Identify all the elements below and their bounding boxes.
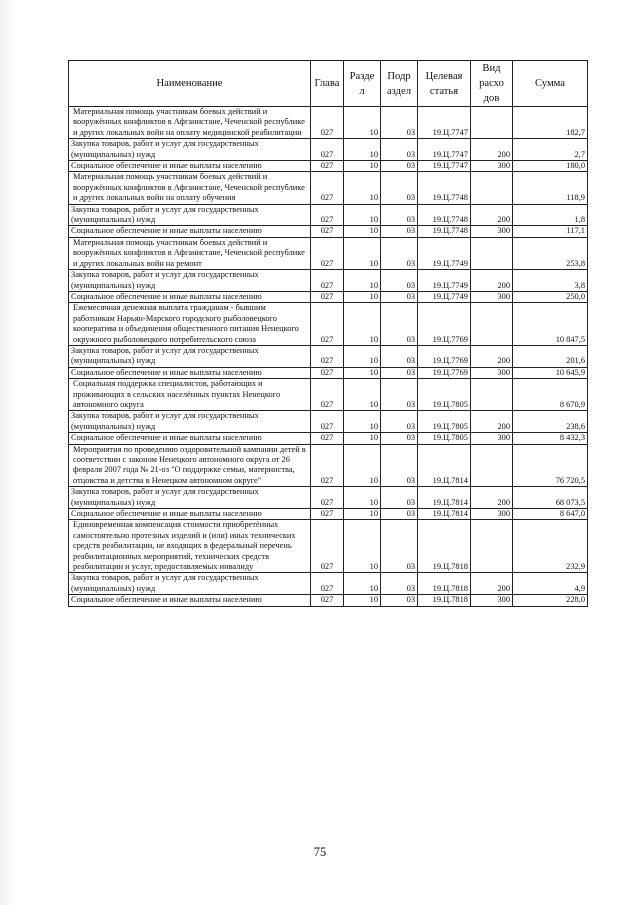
cell-razdel: 10 — [344, 444, 381, 487]
cell-razdel: 10 — [344, 509, 381, 520]
cell-podrazdel: 03 — [381, 161, 418, 172]
cell-name: Социальное обеспечение и иные выплаты населению — [69, 161, 311, 172]
cell-glava: 027 — [311, 345, 344, 367]
table-row — [69, 161, 588, 172]
cell-glava: 027 — [311, 520, 344, 573]
cell-vid-raskhodov: 300 — [471, 226, 513, 237]
header-tselevaya-statya: Целевая статья — [418, 61, 471, 107]
cell-tselevaya-statya: 19.Ц.7805 — [418, 379, 471, 411]
cell-summa: 182,7 — [513, 107, 588, 139]
cell-vid-raskhodov: 200 — [471, 345, 513, 367]
cell-glava: 027 — [311, 107, 344, 139]
cell-tselevaya-statya: 19.Ц.7748 — [418, 226, 471, 237]
cell-podrazdel: 03 — [381, 172, 418, 204]
cell-summa: 4,9 — [513, 573, 588, 595]
cell-name: Закупка товаров, работ и услуг для государственных (муниципальных) нужд — [69, 204, 311, 226]
cell-vid-raskhodov: 300 — [471, 367, 513, 378]
cell-podrazdel: 03 — [381, 226, 418, 237]
cell-vid-raskhodov — [471, 107, 513, 139]
cell-podrazdel: 03 — [381, 367, 418, 378]
cell-name: Ежемесячная денежная выплата гражданам - бывшим работникам Нарьян-Марского городского рыболовецкого кооператива и объединения общественного питания Ненецкого окружного рыболовецкого потребительского союза — [69, 303, 311, 346]
cell-tselevaya-statya: 19.Ц.7818 — [418, 520, 471, 573]
cell-podrazdel: 03 — [381, 345, 418, 367]
cell-name: Закупка товаров, работ и услуг для государственных (муниципальных) нужд — [69, 411, 311, 433]
cell-razdel: 10 — [344, 161, 381, 172]
cell-glava: 027 — [311, 303, 344, 346]
cell-razdel: 10 — [344, 303, 381, 346]
cell-vid-raskhodov: 200 — [471, 487, 513, 509]
cell-podrazdel: 03 — [381, 291, 418, 302]
cell-vid-raskhodov: 300 — [471, 291, 513, 302]
cell-vid-raskhodov: 300 — [471, 509, 513, 520]
cell-name: Материальная помощь участникам боевых действий и вооружённых конфликтов в Афганистане, Чеченской республике и других локальных войн на оплату медицинской реабилитации — [69, 107, 311, 139]
table-row — [69, 367, 588, 378]
table-row — [69, 226, 588, 237]
table-row — [69, 433, 588, 444]
cell-summa: 3,8 — [513, 270, 588, 292]
cell-glava: 027 — [311, 270, 344, 292]
table-row — [69, 444, 588, 487]
cell-tselevaya-statya: 19.Ц.7818 — [418, 595, 471, 606]
cell-vid-raskhodov: 200 — [471, 270, 513, 292]
cell-glava: 027 — [311, 411, 344, 433]
cell-podrazdel: 03 — [381, 487, 418, 509]
table-row — [69, 487, 588, 509]
table-row — [69, 303, 588, 346]
scan-edge — [0, 0, 14, 905]
cell-summa: 76 720,5 — [513, 444, 588, 487]
cell-name: Социальное обеспечение и иные выплаты населению — [69, 367, 311, 378]
cell-summa: 117,1 — [513, 226, 588, 237]
table-row — [69, 270, 588, 292]
cell-vid-raskhodov — [471, 172, 513, 204]
cell-podrazdel: 03 — [381, 139, 418, 161]
cell-podrazdel: 03 — [381, 595, 418, 606]
table-row — [69, 107, 588, 139]
cell-name: Социальная поддержка специалистов, работающих и проживающих в сельских населённых пунктах Ненецкого автономного округа — [69, 379, 311, 411]
cell-summa: 10 847,5 — [513, 303, 588, 346]
cell-podrazdel: 03 — [381, 520, 418, 573]
header-vid-raskhodov: Вид расхо дов — [471, 61, 513, 107]
cell-razdel: 10 — [344, 172, 381, 204]
cell-tselevaya-statya: 19.Ц.7748 — [418, 172, 471, 204]
header-name: Наименование — [69, 61, 311, 107]
cell-podrazdel: 03 — [381, 204, 418, 226]
cell-summa: 68 073,5 — [513, 487, 588, 509]
cell-summa: 1,8 — [513, 204, 588, 226]
cell-vid-raskhodov: 200 — [471, 573, 513, 595]
cell-podrazdel: 03 — [381, 270, 418, 292]
cell-glava: 027 — [311, 433, 344, 444]
cell-vid-raskhodov — [471, 303, 513, 346]
cell-tselevaya-statya: 19.Ц.7749 — [418, 270, 471, 292]
cell-name: Социальное обеспечение и иные выплаты населению — [69, 509, 311, 520]
cell-podrazdel: 03 — [381, 237, 418, 269]
cell-razdel: 10 — [344, 595, 381, 606]
table-row — [69, 411, 588, 433]
cell-glava: 027 — [311, 367, 344, 378]
cell-summa: 250,0 — [513, 291, 588, 302]
cell-name: Социальное обеспечение и иные выплаты населению — [69, 291, 311, 302]
cell-summa: 180,0 — [513, 161, 588, 172]
table-row — [69, 573, 588, 595]
budget-table — [68, 60, 588, 607]
cell-tselevaya-statya: 19.Ц.7747 — [418, 139, 471, 161]
cell-razdel: 10 — [344, 433, 381, 444]
cell-vid-raskhodov: 300 — [471, 161, 513, 172]
cell-tselevaya-statya: 19.Ц.7769 — [418, 367, 471, 378]
cell-vid-raskhodov: 300 — [471, 433, 513, 444]
cell-tselevaya-statya: 19.Ц.7814 — [418, 509, 471, 520]
cell-summa: 118,9 — [513, 172, 588, 204]
cell-razdel: 10 — [344, 139, 381, 161]
cell-summa: 201,6 — [513, 345, 588, 367]
cell-vid-raskhodov — [471, 237, 513, 269]
cell-glava: 027 — [311, 291, 344, 302]
cell-razdel: 10 — [344, 270, 381, 292]
cell-vid-raskhodov: 300 — [471, 595, 513, 606]
cell-summa: 232,9 — [513, 520, 588, 573]
cell-name: Закупка товаров, работ и услуг для государственных (муниципальных) нужд — [69, 345, 311, 367]
cell-name: Закупка товаров, работ и услуг для государственных (муниципальных) нужд — [69, 270, 311, 292]
cell-tselevaya-statya: 19.Ц.7747 — [418, 107, 471, 139]
cell-glava: 027 — [311, 204, 344, 226]
header-summa: Сумма — [513, 61, 588, 107]
cell-razdel: 10 — [344, 237, 381, 269]
cell-vid-raskhodov: 200 — [471, 411, 513, 433]
cell-podrazdel: 03 — [381, 444, 418, 487]
cell-summa: 8 670,9 — [513, 379, 588, 411]
cell-summa: 8 647,0 — [513, 509, 588, 520]
cell-glava: 027 — [311, 226, 344, 237]
cell-name: Мероприятия по проведению оздоровительной кампании детей в соответствии с законом Ненецкого автономного округа от 26 февраля 2007 года № 21-оз "О поддержке семьи, материнства, отцовства и детства в Ненецком автономном округе" — [69, 444, 311, 487]
cell-name: Закупка товаров, работ и услуг для государственных (муниципальных) нужд — [69, 487, 311, 509]
cell-vid-raskhodov — [471, 379, 513, 411]
cell-razdel: 10 — [344, 291, 381, 302]
header-razdel: Разде л — [344, 61, 381, 107]
table-row — [69, 595, 588, 606]
cell-vid-raskhodov: 200 — [471, 139, 513, 161]
table-row — [69, 520, 588, 573]
cell-glava: 027 — [311, 172, 344, 204]
table-row — [69, 204, 588, 226]
cell-glava: 027 — [311, 487, 344, 509]
page-number: 75 — [313, 845, 327, 859]
cell-glava: 027 — [311, 379, 344, 411]
cell-razdel: 10 — [344, 520, 381, 573]
cell-summa: 253,8 — [513, 237, 588, 269]
table-row — [69, 345, 588, 367]
cell-vid-raskhodov — [471, 444, 513, 487]
cell-podrazdel: 03 — [381, 433, 418, 444]
cell-razdel: 10 — [344, 345, 381, 367]
table-row — [69, 379, 588, 411]
cell-name: Материальная помощь участникам боевых действий и вооружённых конфликтов в Афганистане, Чеченской республике и других локальных войн на ремонт — [69, 237, 311, 269]
cell-glava: 027 — [311, 161, 344, 172]
table-body — [69, 107, 588, 607]
table-row — [69, 139, 588, 161]
cell-razdel: 10 — [344, 367, 381, 378]
cell-glava: 027 — [311, 595, 344, 606]
table-header-row — [69, 61, 588, 107]
cell-razdel: 10 — [344, 226, 381, 237]
cell-summa: 228,0 — [513, 595, 588, 606]
cell-podrazdel: 03 — [381, 411, 418, 433]
cell-glava: 027 — [311, 573, 344, 595]
cell-name: Социальное обеспечение и иные выплаты населению — [69, 226, 311, 237]
cell-podrazdel: 03 — [381, 107, 418, 139]
cell-tselevaya-statya: 19.Ц.7749 — [418, 237, 471, 269]
cell-summa: 238,6 — [513, 411, 588, 433]
cell-tselevaya-statya: 19.Ц.7769 — [418, 345, 471, 367]
cell-tselevaya-statya: 19.Ц.7818 — [418, 573, 471, 595]
cell-razdel: 10 — [344, 107, 381, 139]
cell-summa: 10 645,9 — [513, 367, 588, 378]
cell-name: Материальная помощь участникам боевых действий и вооружённых конфликтов в Афганистане, Чеченской республике и других локальных войн на оплату обучения — [69, 172, 311, 204]
cell-tselevaya-statya: 19.Ц.7769 — [418, 303, 471, 346]
cell-tselevaya-statya: 19.Ц.7814 — [418, 487, 471, 509]
cell-name: Социальное обеспечение и иные выплаты населению — [69, 595, 311, 606]
cell-glava: 027 — [311, 509, 344, 520]
cell-razdel: 10 — [344, 573, 381, 595]
cell-vid-raskhodov — [471, 520, 513, 573]
cell-podrazdel: 03 — [381, 509, 418, 520]
header-glava: Глава — [311, 61, 344, 107]
cell-glava: 027 — [311, 444, 344, 487]
cell-name: Социальное обеспечение и иные выплаты населению — [69, 433, 311, 444]
table-row — [69, 237, 588, 269]
cell-glava: 027 — [311, 237, 344, 269]
cell-name: Закупка товаров, работ и услуг для государственных (муниципальных) нужд — [69, 573, 311, 595]
cell-razdel: 10 — [344, 411, 381, 433]
cell-tselevaya-statya: 19.Ц.7749 — [418, 291, 471, 302]
cell-tselevaya-statya: 19.Ц.7814 — [418, 444, 471, 487]
cell-tselevaya-statya: 19.Ц.7805 — [418, 411, 471, 433]
cell-tselevaya-statya: 19.Ц.7748 — [418, 204, 471, 226]
table-row — [69, 172, 588, 204]
cell-summa: 8 432,3 — [513, 433, 588, 444]
cell-glava: 027 — [311, 139, 344, 161]
cell-razdel: 10 — [344, 379, 381, 411]
cell-vid-raskhodov: 200 — [471, 204, 513, 226]
cell-razdel: 10 — [344, 204, 381, 226]
cell-podrazdel: 03 — [381, 379, 418, 411]
table-row — [69, 509, 588, 520]
cell-razdel: 10 — [344, 487, 381, 509]
cell-name: Единовременная компенсация стоимости приобретённых самостоятельно протезных изделий и (или) иных технических средств реабилитации, не входящих в федеральный перечень реабилитационных мероприятий, технических средств реабилитации и услуг, предоставляемых инвалиду — [69, 520, 311, 573]
cell-tselevaya-statya: 19.Ц.7747 — [418, 161, 471, 172]
cell-podrazdel: 03 — [381, 303, 418, 346]
cell-tselevaya-statya: 19.Ц.7805 — [418, 433, 471, 444]
header-podrazdel: Подр аздел — [381, 61, 418, 107]
cell-name: Закупка товаров, работ и услуг для государственных (муниципальных) нужд — [69, 139, 311, 161]
table-row — [69, 291, 588, 302]
cell-podrazdel: 03 — [381, 573, 418, 595]
cell-summa: 2,7 — [513, 139, 588, 161]
